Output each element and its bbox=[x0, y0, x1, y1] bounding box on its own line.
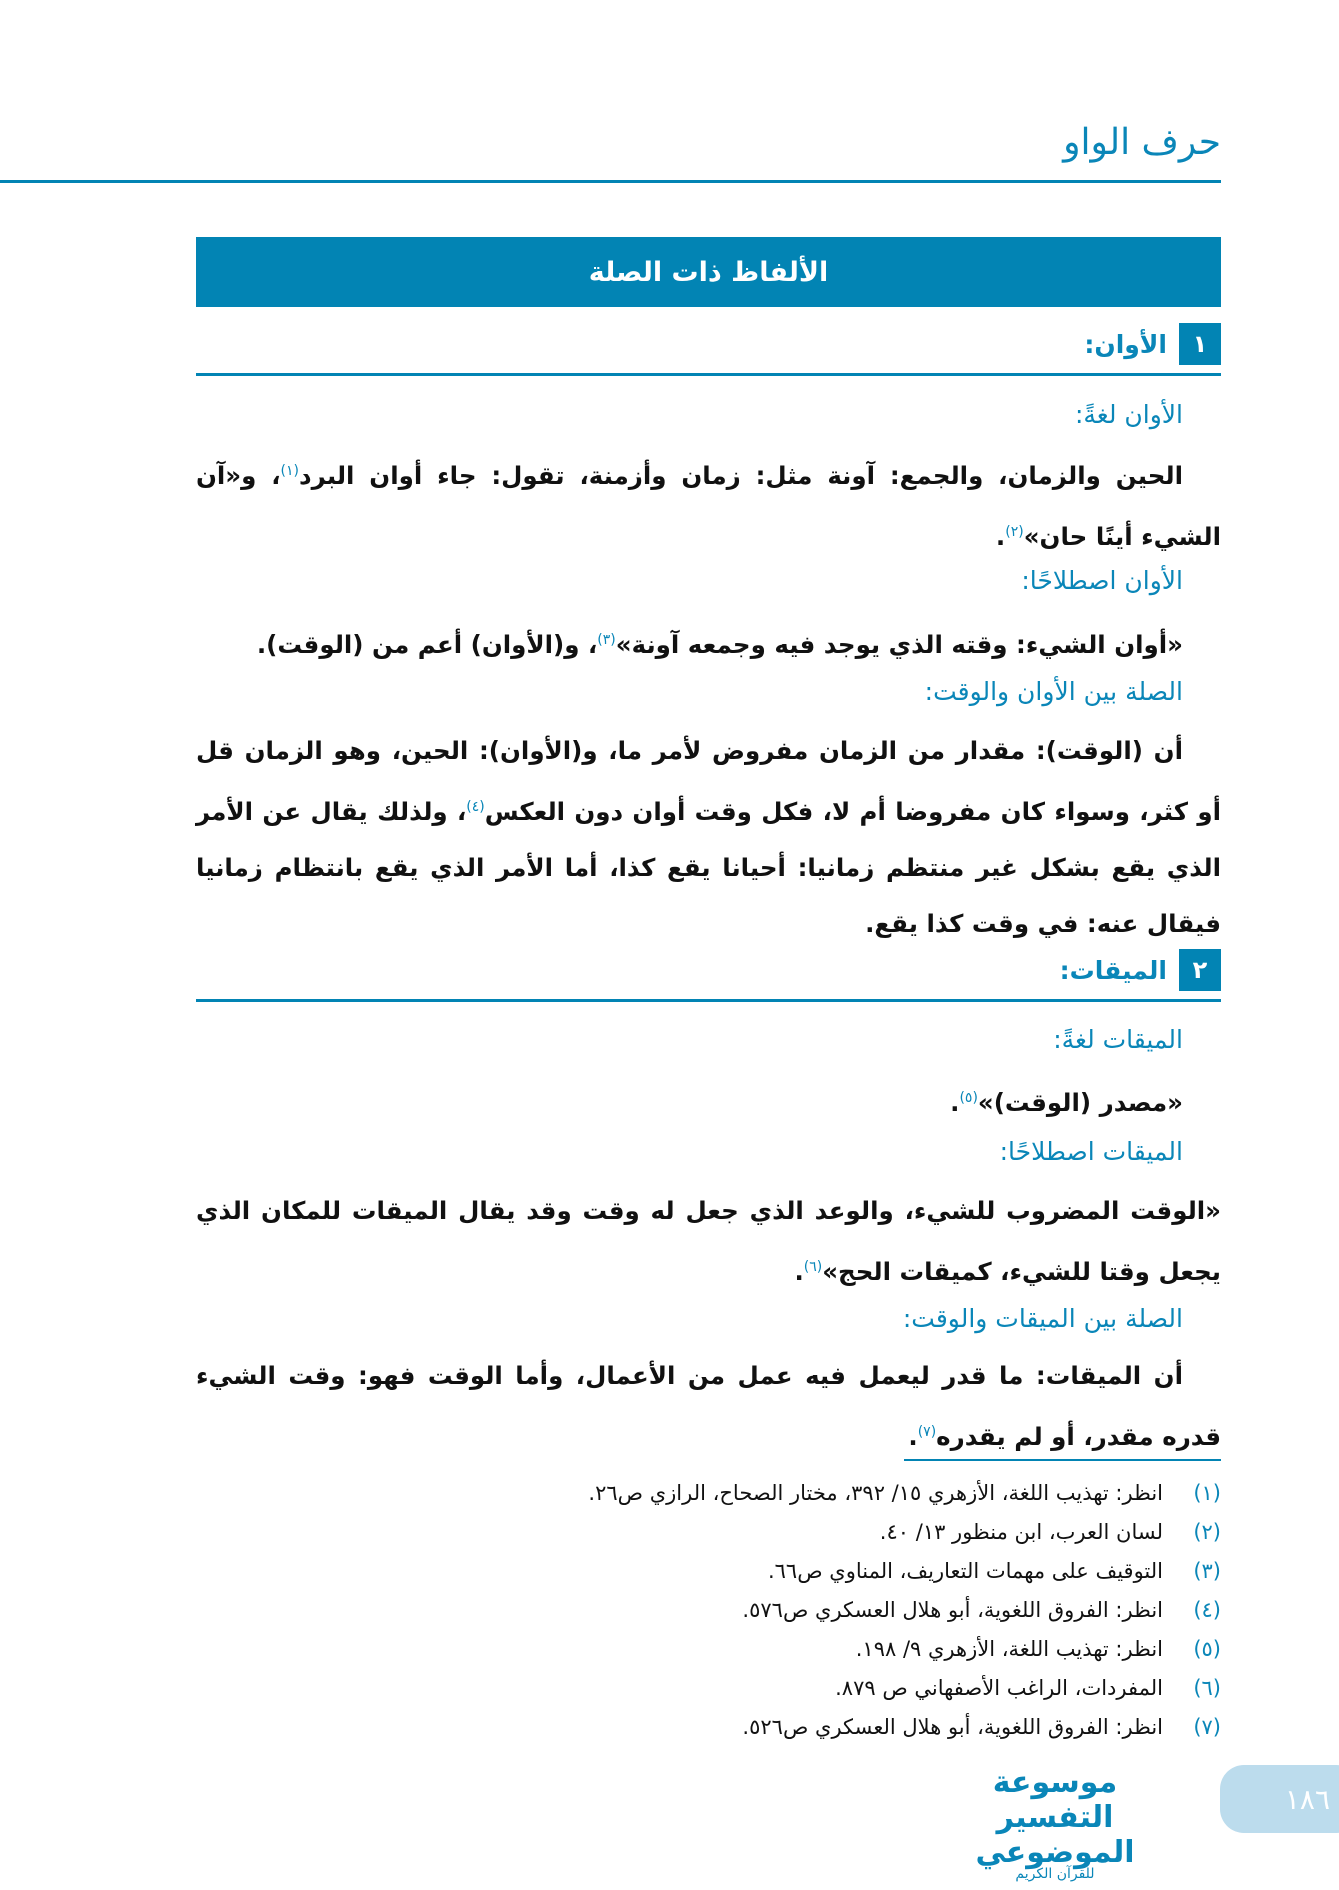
footnote bbox=[588, 1669, 1221, 1708]
footnote bbox=[588, 1552, 1221, 1591]
paragraph bbox=[196, 1183, 1221, 1300]
footnote-number: (٢) bbox=[1193, 1520, 1221, 1544]
text: ، ولذلك يقال عن الأمر الذي يقع بشكل غير منتظم زمانيا: أحيانا يقع كذا، أما الأمر الذي يقع بانتظام زمانيا فيقال عنه: في وقت كذا يقع. bbox=[196, 797, 1221, 939]
section-rule bbox=[196, 999, 1221, 1002]
page-number-badge bbox=[1220, 1765, 1339, 1833]
footnote-text: انظر: الفروق اللغوية، أبو هلال العسكري ص٥٧٦. bbox=[742, 1598, 1163, 1622]
text: ، و(الأوان) أعم من (الوقت). bbox=[256, 630, 598, 660]
paragraph bbox=[196, 1348, 1221, 1465]
footnote bbox=[588, 1474, 1221, 1513]
chapter-title: حرف الواو bbox=[1063, 122, 1221, 163]
text: . bbox=[908, 1422, 918, 1452]
footnote bbox=[588, 1513, 1221, 1552]
footnote-ref[interactable]: (٧) bbox=[917, 1424, 937, 1440]
footnote-text: التوقيف على مهمات التعاريف، المناوي ص٦٦. bbox=[767, 1559, 1163, 1583]
logo-subtitle: للقرآن الكريم bbox=[1015, 1866, 1095, 1882]
footnote-ref[interactable]: (٦) bbox=[803, 1259, 823, 1275]
section-banner bbox=[196, 237, 1221, 307]
footnote-text: المفردات، الراغب الأصفهاني ص ٨٧٩. bbox=[835, 1676, 1163, 1700]
text: أن (الوقت): مقدار من الزمان مفروض لأمر ما، و(الأوان): الحين، وهو الزمان قل أو كثر، وسواء كان مفروضا أم لا، فكل وقت أوان دون العكس bbox=[196, 736, 1221, 827]
section-header-miqat bbox=[1060, 949, 1221, 991]
footnote-ref[interactable]: (٤) bbox=[466, 799, 485, 815]
encyclopedia-logo bbox=[930, 1765, 1180, 1882]
footnote-ref[interactable]: (١) bbox=[280, 463, 300, 479]
footnote-ref[interactable]: (٢) bbox=[1005, 524, 1024, 541]
paragraph bbox=[196, 1070, 1221, 1131]
text: «الوقت المضروب للشيء، والوعد الذي جعل له وقت وقد يقال الميقات للمكان الذي يجعل وقتا للشيء، كميقات الحج» bbox=[196, 1196, 1221, 1287]
text: . bbox=[950, 1088, 960, 1118]
footnote-ref[interactable]: (٣) bbox=[597, 632, 616, 648]
footnote bbox=[588, 1630, 1221, 1669]
page-number: ١٨٦ bbox=[1284, 1782, 1330, 1816]
text: . bbox=[794, 1257, 804, 1287]
footnote-number: (٣) bbox=[1193, 1559, 1221, 1583]
subheading: الصلة بين الميقات والوقت: bbox=[902, 1304, 1183, 1333]
footnote-number: (٥) bbox=[1193, 1637, 1221, 1661]
banner-title: الألفاظ ذات الصلة bbox=[588, 256, 829, 288]
text: «مصدر (الوقت)» bbox=[977, 1088, 1183, 1118]
footnote bbox=[588, 1591, 1221, 1630]
subheading: الأوان اصطلاحًا: bbox=[1021, 566, 1183, 595]
footnote-number: (٦) bbox=[1193, 1676, 1221, 1700]
text: الحين والزمان، والجمع: آونة مثل: زمان وأزمنة، تقول: جاء أوان البرد bbox=[299, 461, 1183, 491]
footnote-number: (٧) bbox=[1193, 1715, 1221, 1739]
footnote-number: (١) bbox=[1193, 1481, 1221, 1505]
section-title: الميقات: bbox=[1059, 955, 1167, 985]
subheading: الميقات لغةً: bbox=[1053, 1025, 1183, 1054]
paragraph bbox=[196, 443, 1221, 565]
subheading: الصلة بين الأوان والوقت: bbox=[924, 677, 1183, 706]
text: «أوان الشيء: وقته الذي يوجد فيه وجمعه آونة» bbox=[615, 630, 1183, 660]
section-number: ٢ bbox=[1179, 949, 1221, 991]
footnote-text: انظر: الفروق اللغوية، أبو هلال العسكري ص٥٢٦. bbox=[742, 1715, 1163, 1739]
text: . bbox=[995, 522, 1006, 552]
section-rule bbox=[196, 373, 1221, 376]
footnote-text: انظر: تهذيب اللغة، الأزهري ٩/ ١٩٨. bbox=[855, 1637, 1163, 1661]
chapter-rule bbox=[0, 180, 1221, 183]
footnotes bbox=[588, 1474, 1221, 1747]
section-number: ١ bbox=[1179, 323, 1221, 365]
footnote-text: لسان العرب، ابن منظور ١٣/ ٤٠. bbox=[879, 1520, 1163, 1544]
footnote-text: انظر: تهذيب اللغة، الأزهري ١٥/ ٣٩٢، مختار الصحاح، الرازي ص٢٦. bbox=[588, 1481, 1163, 1505]
subheading: الميقات اصطلاحًا: bbox=[999, 1137, 1183, 1166]
footnote-number: (٤) bbox=[1193, 1598, 1221, 1622]
logo-title: موسوعة التفسير الموضوعي bbox=[975, 1765, 1135, 1870]
text: أن الميقات: ما قدر ليعمل فيه عمل من الأعمال، وأما الوقت فهو: وقت الشيء قدره مقدر، أو لم يقدره bbox=[196, 1361, 1221, 1452]
section-header-awan bbox=[1084, 323, 1221, 365]
footnote-separator bbox=[904, 1459, 1221, 1461]
text: ، و«آن الشيء أينًا حان» bbox=[196, 461, 1221, 552]
subheading: الأوان لغةً: bbox=[1074, 400, 1183, 429]
footnote-ref[interactable]: (٥) bbox=[959, 1090, 978, 1106]
paragraph bbox=[196, 723, 1221, 952]
footnote bbox=[588, 1708, 1221, 1747]
paragraph bbox=[196, 612, 1221, 673]
section-title: الأوان: bbox=[1084, 329, 1167, 359]
